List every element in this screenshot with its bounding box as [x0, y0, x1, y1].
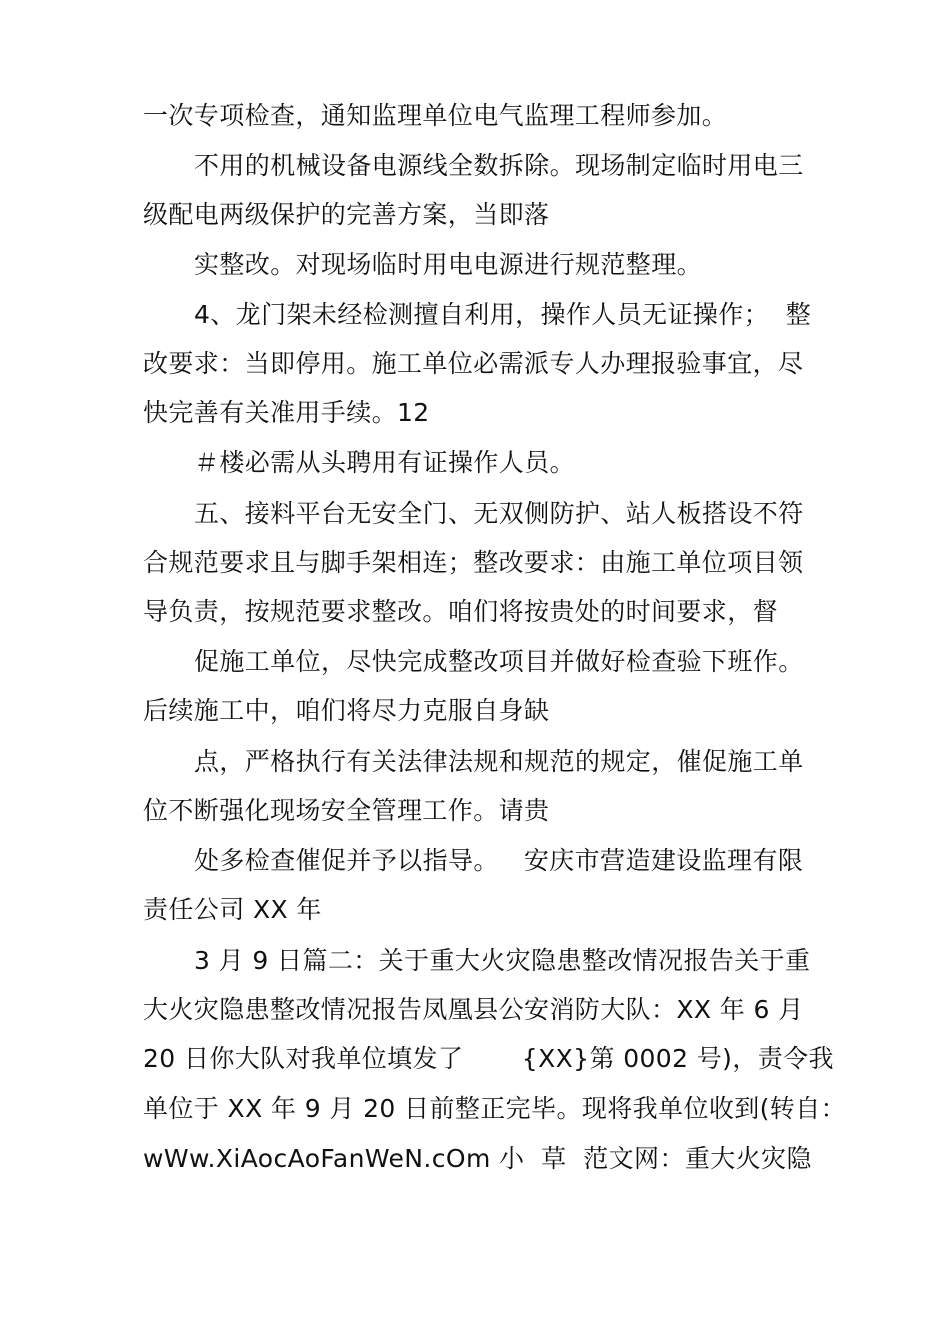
text-line: 20 日你大队对我单位填发了 {XX}第 0002 号)，责令我	[143, 1044, 834, 1073]
text-line: 点，严格执行有关法律法规和规范的规定，催促施工单	[194, 747, 804, 776]
text-line: 合规范要求且与脚手架相连；整改要求：由施工单位项目领	[143, 548, 804, 577]
text-line: wWw.XiAocAoFanWeN.cOm 小 草 范文网：重大火灾隐	[143, 1144, 812, 1173]
text-line: 责任公司 XX 年	[143, 895, 322, 924]
text-line: 五、接料平台无安全门、无双侧防护、站人板搭设不符	[194, 499, 804, 528]
text-line: 导负责，按规范要求整改。咱们将按贵处的时间要求，督	[143, 597, 779, 626]
text-line: 大火灾隐患整改情况报告凤凰县公安消防大队：XX 年 6 月	[143, 995, 804, 1024]
text-line: 3 月 9 日篇二：关于重大火灾隐患整改情况报告关于重	[194, 946, 811, 975]
text-line: 单位于 XX 年 9 月 20 日前整正完毕。现将我单位收到(转自：	[143, 1094, 847, 1123]
text-line: 级配电两级保护的完善方案，当即落	[143, 200, 550, 229]
text-line: 不用的机械设备电源线全数拆除。现场制定临时用电三	[194, 151, 804, 180]
text-line: 4、龙门架未经检测擅自利用，操作人员无证操作； 整	[194, 300, 812, 329]
text-line: 快完善有关准用手续。12	[143, 398, 430, 427]
text-line: ＃楼必需从头聘用有证操作人员。	[194, 448, 576, 477]
text-line: 后续施工中，咱们将尽力克服自身缺	[143, 696, 550, 725]
text-line: 实整改。对现场临时用电电源进行规范整理。	[194, 250, 703, 279]
text-line: 促施工单位，尽快完成整改项目并做好检查验下班作。	[194, 647, 804, 676]
text-line: 位不断强化现场安全管理工作。请贵	[143, 796, 550, 825]
text-line: 改要求：当即停用。施工单位必需派专人办理报验事宜，尽	[143, 349, 804, 378]
text-line: 处多检查催促并予以指导。 安庆市营造建设监理有限	[194, 846, 804, 875]
text-line: 一次专项检查，通知监理单位电气监理工程师参加。	[143, 101, 728, 130]
